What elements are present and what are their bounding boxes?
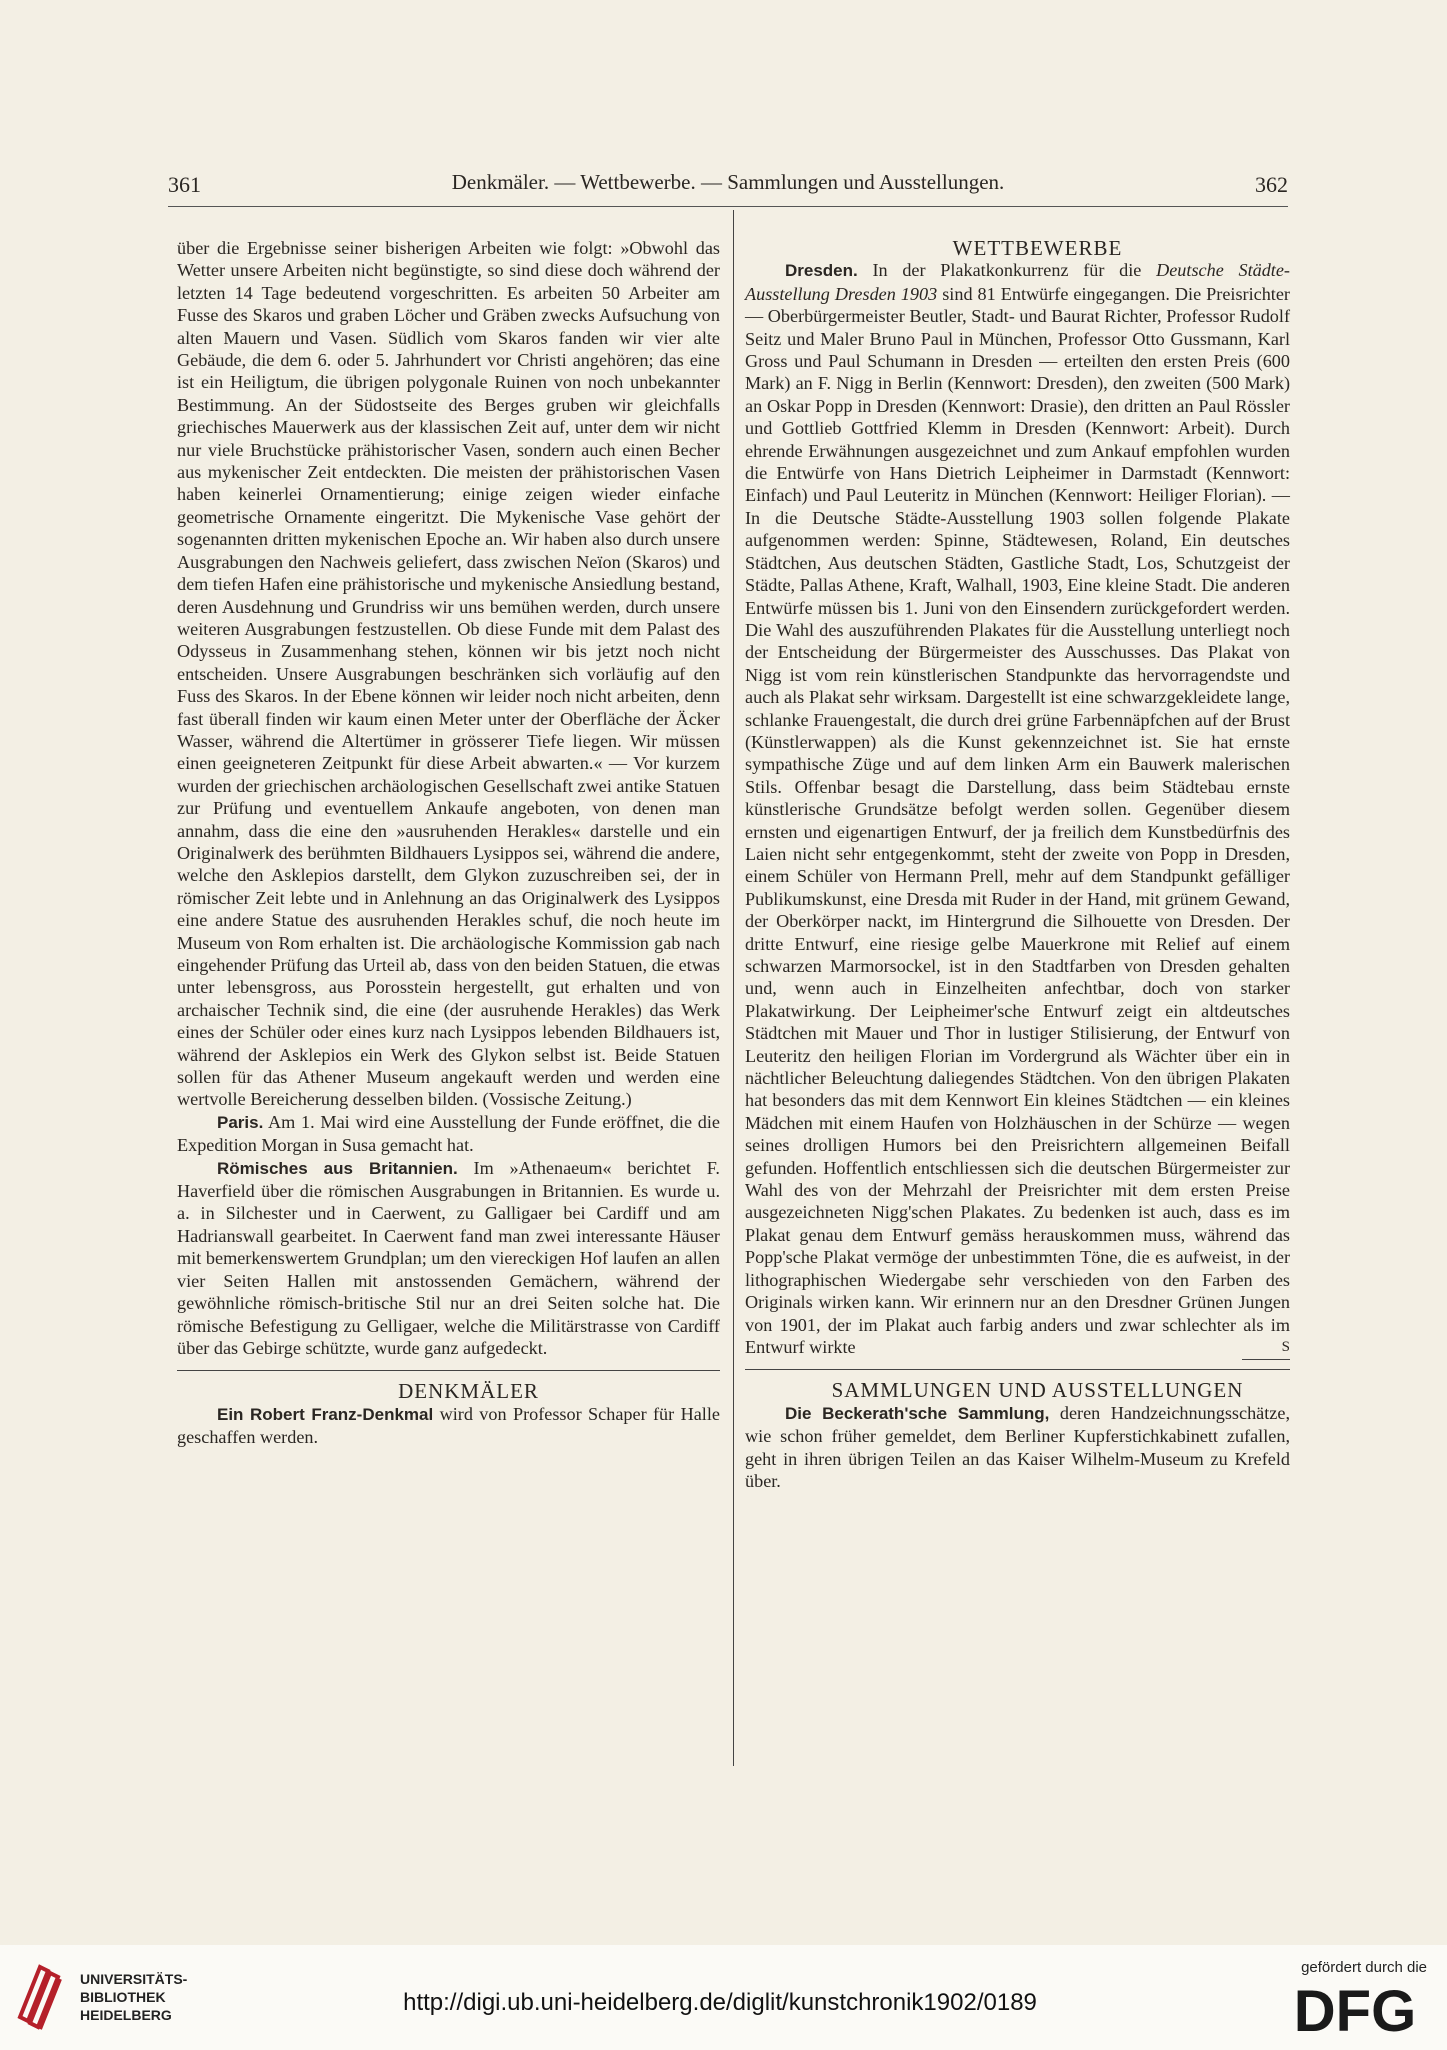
dresden-text-2: sind 81 Entwürfe eingegangen. Die Preisrichter — Oberbürgermeister Beutler, Stadt- und Baurat Richter, Professor Rudolf Seitz und Maler Bruno Paul in München, Professor Otto Gussmann, Karl Gross und Paul Schumann in Dresden — erteilten den ersten Preis (600 Mark) an F. Nigg in Berlin (Kennwort: Dresden), den zweiten (500 Mark) an Oskar Popp in Dresden (Kennwort: Drasie), den dritten an Paul Rössler und Gottlieb Gottfried Klemm in Dresden (Kennwort: Arbeit). Durch ehrende Erwähnungen ausgezeichnet und zum Ankauf empfohlen wurden die Entwürfe von Hans Dietrich Leipheimer in Darmstadt (Kennwort: Einfach) und Paul Leuteritz in München (Kennwort: Heiliger Florian). — In die Deutsche Städte-Ausstellung 1903 sollen folgende Plakate aufgenommen werden: Spinne, Städtewesen, Roland, Ein deutsches Städtchen, Aus deutschen Städten, Gastliche Stadt, Los, Schutzgeist der Städte, Pallas Athene, Kraft, Walhall, 1903, Eine kleine Stadt. Die anderen Entwürfe müssen bis 1. Juni von den Einsendern zurückgefordert werden. Die Wahl des auszuführenden Plakates für die Ausstellung unterliegt noch der Entscheidung der Bürgermeister des Ausschusses. Das Plakat von Nigg ist vom rein künstlerischen Standpunkte das hervorragendste und auch als Plakat sehr wirksam. Dargestellt ist eine schwarzgekleidete lange, schlanke Frauengestalt, die durch drei grüne Farbennäpfchen auf der Brust (Künstlerwappen) als die Kunst gekennzeichnet ist. Sie hat ernste sympathische Züge und auf dem linken Arm ein Bauwerk malerischen Stils. Offenbar besagt die Darstellung, dass beim Städtebau ernste künstlerische Grundsätze befolgt werden sollen. Gegenüber diesem ernsten und eigenartigen Entwurf, der ja freilich dem Kunstbedürfnis des Laien nicht sehr entgegenkommt, steht der zweite von Popp in Dresden, einem Schüler von Hermann Prell, mehr auf dem Standpunkt gefälliger Publikumskunst, eine Dresda mit Ruder in der Hand, mit grünem Gewand, der Oberkörper nackt, im Hintergrund die Silhouette von Dresden. Der dritte Entwurf, eine riesige gelbe Mauerkrone mit Relief auf einem schwarzen Marmorsockel, ist in den Stadtfarben von Dresden gehalten und, wenn auch in Einzelheiten anfechtbar, doch von starker Plakatwirkung. Der Leipheimer'sche Entwurf zeigt ein altdeutsches Städtchen mit Mauer und Thor in lustiger Stilisierung, der Entwurf von Leuteritz den heiligen Florian im Vordergrund als Wächter über ein in nächtlicher Beleuchtung daliegendes Städtchen. Von den übrigen Plakaten hat besonders das mit dem Kennwort Ein kleines Städtchen — ein kleines Mädchen mit einem Haufen von Holzhäuschen in der Schürze — wegen seines drolligen Humors bei den Preisrichtern allgemeinen Beifall gefunden. Hoffentlich entschliessen sich die deutschen Bürgermeister zur Wahl des von der Mehrzahl der Preisrichter mit dem ersten Preise ausgezeichneten Nigg'schen Plakates. Zu bedenken ist auch, dass es im Plakat genau dem Entwurf gemäss herauskommen muss, während das Popp'sche Plakat vermöge der unbestimmten Töne, die es aufweist, in der lithographischen Wiedergabe sehr verschieden von den Farben des Originals wirken kann. Wir erinnern nur an den Dresdner Grünen Jungen von 1901, der im Plakat auch farbig anders und zwar schlechter als im Entwurf wirkte [745, 283, 1290, 1357]
dresden-text-1: In der Plakatkonkurrenz für die [857, 260, 1157, 281]
header-rule [168, 206, 1288, 207]
running-title: Denkmäler. — Wettbewerbe. — Sammlungen und Ausstellungen. [451, 170, 1005, 194]
paris-lead: Paris. [217, 1112, 264, 1132]
institution-name [80, 1970, 187, 2024]
left-column [177, 237, 720, 1449]
britannien-lead: Römisches aus Britannien. [217, 1158, 458, 1178]
section-rule [177, 1370, 720, 1371]
dresden-exhibition-title: Deutsche Städte-Ausstellung Dresden 1903 [745, 260, 1290, 304]
author-signature: S [1242, 1336, 1290, 1360]
denkmal-text: wird von Professor Schaper für Halle geschaffen werden. [177, 1403, 720, 1448]
beckerath-lead: Die Beckerath'sche Sammlung, [785, 1403, 1050, 1423]
column-divider [733, 210, 734, 1766]
digitization-footer [0, 1945, 1447, 2050]
paris-article [177, 1111, 720, 1157]
source-url-link[interactable]: http://digi.ub.uni-heidelberg.de/diglit/kunstchronik1902/0189 [403, 1989, 1037, 2016]
dfg-logo-text: DFG [1293, 1981, 1417, 2037]
beckerath-text: deren Handzeichnungsschätze, wie schon früher gemeldet, dem Berliner Kupferstichkabinett zufallen, geht in ihren übrigen Teilen an das Kaiser Wilhelm-Museum zu Krefeld über. [745, 1402, 1290, 1491]
university-logo-icon [14, 1959, 70, 2035]
britannien-article [177, 1157, 720, 1360]
section-heading-wettbewerbe: WETTBEWERBE [952, 236, 1123, 260]
running-header [168, 168, 1288, 208]
institution-line-2: BIBLIOTHEK [80, 1989, 166, 2005]
section-heading-sammlungen: SAMMLUNGEN UND AUSSTELLUNGEN [831, 1378, 1244, 1403]
institution-line-3: HEIDELBERG [80, 2007, 172, 2023]
dfg-logo-icon [1285, 1981, 1425, 2037]
denkmal-lead: Ein Robert Franz-Denkmal [217, 1404, 434, 1424]
section-heading-denkmaeler: DENKMÄLER [398, 1379, 539, 1404]
institution-line-1: UNIVERSITÄTS- [80, 1971, 188, 1987]
beckerath-article [745, 1402, 1290, 1493]
excavation-report: über die Ergebnisse seiner bisherigen Arbeiten wie folgt: »Obwohl das Wetter unsere Arbeiten nicht begünstigte, so sind diese doch während der letzten 14 Tage bedeutend vorgeschritten. Es arbeiten 50 Arbeiter am Fusse des Skaros und graben Löcher und Gräben zwecks Aufsuchung von alten Mauern und Vasen. Südlich vom Skaros fanden wir vier alte Gebäude, die dem 6. oder 5. Jahrhundert vor Christi angehören; das eine ist ein Heiligtum, die übrigen polygonale Ruinen von noch unbekannter Bestimmung. An der Südostseite des Berges gruben wir gleichfalls griechisches Mauerwerk aus der klassischen Zeit auf, unter dem wir nicht nur viele Bruchstücke prähistorischer Vasen, sondern auch einen Becher aus mykenischer Zeit entdeckten. Die meisten der prähistorischen Vasen haben keinerlei Ornamentierung; einige zeigen wieder einfache geometrische Ornamente eingeritzt. Die Mykenische Vase gehört der sogenannten dritten mykenischen Epoche an. Wir haben also durch unsere Ausgrabungen den Nachweis geliefert, dass zwischen Neïon (Skaros) und dem tiefen Hafen eine prähistorische und mykenische Ansiedlung bestand, deren Ausdehnung und Grundriss wir uns bemühen werden, durch unsere weiteren Ausgrabungen festzustellen. Ob diese Funde mit dem Palast des Odysseus in Zusammenhang stehen, können wir bis jetzt noch nicht entscheiden. Unsere Ausgrabungen beschränken sich vorläufig auf den Fuss des Skaros. In der Ebene können wir leider noch nicht arbeiten, denn fast überall finden wir kaum einen Meter unter der Oberfläche der Äcker Wasser, während die Altertümer in grösserer Tiefe liegen. Wir müssen einen geeigneteren Zeitpunkt für diese Arbeit abwarten.« — Vor kurzem wurden der griechischen archäologischen Gesellschaft zwei antike Statuen zur Prüfung und eventuellem Ankaufe angeboten, von denen man annahm, dass die eine den »ausruhenden Herakles« darstelle und ein Originalwerk des berühmten Bildhauers Lysippos sei, während die andere, welche den Asklepios darstellt, dem Glykon zuzuschreiben sei, der in römischer Zeit lebte und in Anlehnung an das Originalwerk des Lysippos eine andere Statue des ausruhenden Herakles schuf, die noch heute im Museum von Rom erhalten ist. Die archäologische Kommission gab nach eingehender Prüfung das Urteil ab, dass von den beiden Statuen, die etwas unter lebensgross, aus Porosstein hergestellt, gut erhalten und von archaischer Technik sind, die eine (der ausruhende Herakles) das Werk eines der Schüler oder eines kurz nach Lysippos lebenden Bildhauers ist, während der Asklepios ein Werk des Glykon selbst ist. Beide Statuen sollen für das Athener Museum angekauft werden und werden eine wertvolle Bereicherung desselben bilden. (Vossische Zeitung.) [177, 238, 720, 1110]
dresden-article [745, 259, 1290, 1358]
section-rule [745, 1369, 1290, 1370]
funder-label: gefördert durch die [1301, 1959, 1427, 1976]
paris-text: Am 1. Mai wird eine Ausstellung der Funde eröffnet, die die Expedition Morgan in Susa gemacht hat. [177, 1111, 720, 1156]
page-number-right: 362 [1255, 172, 1288, 197]
dresden-lead: Dresden. [785, 261, 858, 281]
page-number-left: 361 [168, 172, 201, 197]
right-column [745, 237, 1290, 1492]
denkmal-article [177, 1403, 720, 1449]
britannien-text: Im »Athenaeum« berichtet F. Haverfield über die römischen Ausgrabungen in Britannien. Es wurde u. a. in Silchester und in Caerwent, zu Galligaer bei Cardiff und am Hadrianswall gearbeitet. In Caerwent fand man zwei interessante Häuser mit bemerkenswertem Grundplan; um den viereckigen Hof laufen an allen vier Seiten Hallen mit anstossenden Gemächern, während der gewöhnliche römisch-britische Stil nur an drei Seiten solche hat. Die römische Befestigung zu Gelligaer, welche die Militärstrasse von Cardiff über das Gebirge schützte, wurde ganz aufgedeckt. [177, 1157, 720, 1358]
